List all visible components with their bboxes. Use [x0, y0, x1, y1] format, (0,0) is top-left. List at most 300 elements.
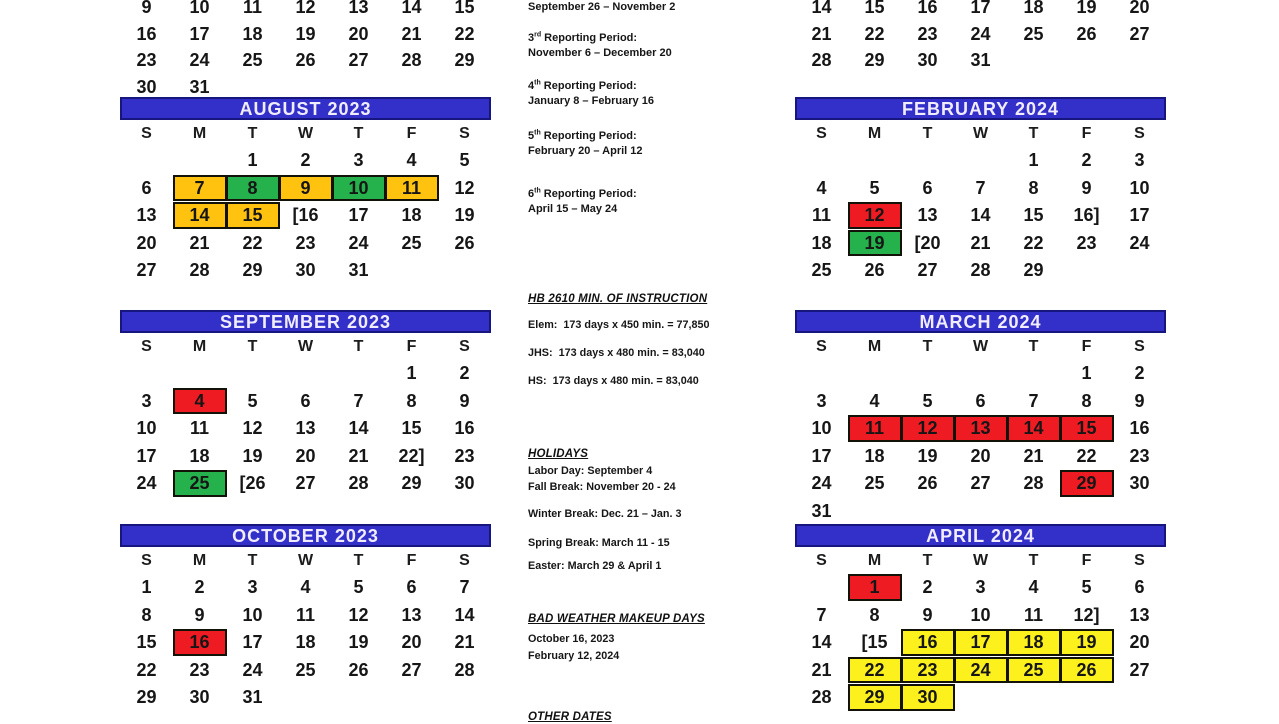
- reporting-period-dates: September 26 – November 2: [528, 1, 676, 13]
- day-number: 23: [454, 445, 475, 466]
- day-number: 16]: [1073, 205, 1100, 226]
- day-number: 16: [189, 632, 210, 653]
- weekday-header: T: [922, 551, 933, 569]
- day-cell: [795, 684, 848, 712]
- day-number: 17: [136, 445, 157, 466]
- day-number: 21: [401, 23, 422, 44]
- day-number: 10: [242, 604, 263, 625]
- week-row: [120, 602, 491, 630]
- day-number: 6: [300, 390, 311, 411]
- day-cell: [279, 147, 332, 175]
- day-number: 20: [401, 632, 422, 653]
- day-cell: [901, 257, 954, 285]
- weekday-header: S: [1134, 124, 1145, 142]
- day-cell: [279, 360, 332, 388]
- day-cell: [173, 415, 226, 443]
- day-cell: [279, 257, 332, 285]
- day-number: 28: [811, 50, 832, 71]
- day-cell: [385, 470, 438, 498]
- day-number: 19: [454, 205, 475, 226]
- day-number: 1: [406, 363, 417, 384]
- reporting-period-dates: November 6 – December 20: [528, 46, 672, 59]
- day-number: 12: [864, 205, 885, 226]
- day-number: 29: [242, 260, 263, 281]
- day-number: 2: [1081, 150, 1092, 171]
- day-cell: [173, 657, 226, 685]
- month-january-2024-partial: [795, 0, 1166, 74]
- reporting-period-dates: April 15 – May 24: [528, 202, 618, 215]
- reporting-period: [528, 129, 780, 158]
- day-cell: [1113, 202, 1166, 230]
- day-number: 3: [1134, 150, 1145, 171]
- day-number: 29: [1076, 473, 1097, 494]
- day-cell: [173, 360, 226, 388]
- day-number: 14: [970, 205, 991, 226]
- week-row: [795, 0, 1166, 21]
- instruction-section: [528, 292, 780, 402]
- day-cell: [279, 443, 332, 471]
- day-cell: [438, 21, 491, 48]
- day-cell: [954, 48, 1007, 75]
- day-number: 16: [454, 418, 475, 439]
- day-cell: [120, 629, 173, 657]
- day-number: 17: [189, 23, 210, 44]
- day-number: 10: [970, 604, 991, 625]
- day-cell: [226, 415, 279, 443]
- day-cell: [1007, 629, 1060, 657]
- day-cell: [848, 602, 901, 630]
- day-number: 31: [242, 687, 263, 708]
- day-number: 10: [348, 177, 369, 198]
- day-number: 5: [869, 177, 880, 198]
- week-row: [120, 202, 491, 230]
- day-cell: [279, 657, 332, 685]
- day-cell: [1060, 443, 1113, 471]
- day-number: 28: [811, 687, 832, 708]
- day-number: 18: [401, 205, 422, 226]
- day-number: 25: [401, 232, 422, 253]
- day-number: [26: [239, 473, 266, 494]
- day-number: 23: [295, 232, 316, 253]
- week-row: [120, 415, 491, 443]
- day-cell: [795, 443, 848, 471]
- instruction-lines: [528, 318, 780, 388]
- day-number: 11: [189, 418, 210, 439]
- day-number: 6: [922, 177, 933, 198]
- month-title: FEBRUARY 2024: [901, 98, 1060, 119]
- day-number: 23: [917, 659, 938, 680]
- day-cell: [226, 388, 279, 416]
- info-line: Elem: 173 days x 450 min. = 77,850: [528, 319, 710, 331]
- week-row: [795, 175, 1166, 203]
- day-number: 26: [295, 50, 316, 71]
- day-cell: [954, 0, 1007, 21]
- day-cell: [795, 498, 848, 526]
- day-number: 25: [811, 260, 832, 281]
- info-line: Fall Break: November 20 - 24: [528, 481, 676, 493]
- day-cell: [795, 574, 848, 602]
- week-row: [120, 175, 491, 203]
- month-april-2024: [795, 524, 1166, 712]
- week-row: [795, 629, 1166, 657]
- day-number: 8: [141, 604, 152, 625]
- day-cell: [1060, 147, 1113, 175]
- day-number: 22]: [398, 445, 425, 466]
- weekday-header: S: [141, 337, 152, 355]
- day-number: 27: [917, 260, 938, 281]
- day-number: 22: [864, 23, 885, 44]
- day-number: 2: [1134, 363, 1145, 384]
- day-cell: [226, 48, 279, 75]
- day-cell: [954, 443, 1007, 471]
- day-cell: [1113, 629, 1166, 657]
- week-row: [795, 415, 1166, 443]
- weekday-header: M: [867, 551, 882, 569]
- week-row: [120, 443, 491, 471]
- day-number: 1: [247, 150, 258, 171]
- day-cell: [385, 360, 438, 388]
- day-cell: [385, 147, 438, 175]
- info-column: [528, 0, 780, 723]
- day-cell: [1113, 230, 1166, 258]
- weekday-header: S: [141, 551, 152, 569]
- day-cell: [1060, 574, 1113, 602]
- weekday-header: S: [1134, 337, 1145, 355]
- day-cell: [848, 629, 901, 657]
- day-number: 19: [295, 23, 316, 44]
- day-number: 4: [300, 577, 311, 598]
- other-dates-section: [528, 710, 780, 724]
- reporting-period-title: 4th Reporting Period:: [528, 79, 637, 92]
- day-number: 9: [1134, 390, 1145, 411]
- day-cell: [385, 415, 438, 443]
- day-number: 6: [975, 390, 986, 411]
- day-cell: [901, 0, 954, 21]
- day-number: 22: [1076, 445, 1097, 466]
- month-title: AUGUST 2023: [239, 98, 372, 119]
- day-number: 14: [811, 0, 832, 17]
- day-number: 19: [864, 232, 885, 253]
- weekday-header: T: [353, 124, 364, 142]
- reporting-period: [528, 0, 780, 15]
- week-row: [120, 48, 491, 75]
- day-cell: [332, 415, 385, 443]
- day-number: 27: [348, 50, 369, 71]
- week-row: [795, 602, 1166, 630]
- day-number: 6: [406, 577, 417, 598]
- day-number: 10: [189, 0, 210, 17]
- day-cell: [1060, 415, 1113, 443]
- day-cell: [848, 147, 901, 175]
- weekday-header: F: [406, 337, 417, 355]
- day-number: 12: [242, 418, 263, 439]
- bad-weather-title: BAD WEATHER MAKEUP DAYS: [528, 613, 705, 625]
- day-number: 15: [136, 632, 157, 653]
- weekday-header: W: [972, 551, 989, 569]
- day-number: 22: [1023, 232, 1044, 253]
- day-number: 9: [300, 177, 311, 198]
- day-cell: [795, 470, 848, 498]
- day-cell: [1060, 629, 1113, 657]
- day-number: 17: [970, 632, 991, 653]
- day-cell: [1007, 147, 1060, 175]
- day-cell: [1060, 48, 1113, 75]
- day-cell: [901, 684, 954, 712]
- day-cell: [438, 175, 491, 203]
- day-cell: [385, 48, 438, 75]
- day-number: 25: [189, 473, 210, 494]
- month-header-bar: [120, 524, 491, 547]
- weekday-header-row: [795, 547, 1166, 574]
- weekday-header: S: [459, 551, 470, 569]
- weekday-header: T: [247, 124, 258, 142]
- day-cell: [1007, 388, 1060, 416]
- day-cell: [1113, 257, 1166, 285]
- day-cell: [173, 684, 226, 712]
- info-line: February 12, 2024: [528, 650, 620, 662]
- day-number: 15: [401, 418, 422, 439]
- day-cell: [385, 257, 438, 285]
- day-number: 24: [189, 50, 210, 71]
- week-row: [120, 21, 491, 48]
- day-number: 24: [1129, 232, 1150, 253]
- day-cell: [279, 202, 332, 230]
- day-number: 17: [970, 0, 991, 17]
- info-line: Easter: March 29 & April 1: [528, 560, 662, 572]
- other-dates-title: OTHER DATES: [528, 711, 612, 723]
- day-number: 22: [454, 23, 475, 44]
- day-cell: [1060, 175, 1113, 203]
- day-number: 14: [1023, 418, 1044, 439]
- month-october-2023: [120, 524, 491, 712]
- week-row: [120, 470, 491, 498]
- month-title: APRIL 2024: [926, 525, 1035, 546]
- weekday-header: S: [459, 337, 470, 355]
- weekday-header-row: [795, 120, 1166, 147]
- week-row: [120, 147, 491, 175]
- weekday-header: S: [816, 551, 827, 569]
- day-cell: [1060, 684, 1113, 712]
- day-number: 16: [136, 23, 157, 44]
- day-cell: [901, 470, 954, 498]
- week-row: [795, 48, 1166, 75]
- day-number: 21: [970, 232, 991, 253]
- day-number: 20: [348, 23, 369, 44]
- weekday-header: T: [353, 551, 364, 569]
- day-number: 26: [917, 473, 938, 494]
- day-number: 29: [1023, 260, 1044, 281]
- day-cell: [120, 443, 173, 471]
- day-cell: [438, 360, 491, 388]
- reporting-period-title: 6th Reporting Period:: [528, 187, 637, 200]
- day-cell: [1113, 175, 1166, 203]
- day-cell: [332, 629, 385, 657]
- day-number: 10: [1129, 177, 1150, 198]
- day-cell: [385, 0, 438, 21]
- day-number: 26: [864, 260, 885, 281]
- day-number: 23: [189, 659, 210, 680]
- day-number: 27: [136, 260, 157, 281]
- day-number: 11: [401, 177, 422, 198]
- day-cell: [226, 684, 279, 712]
- day-cell: [848, 388, 901, 416]
- day-cell: [120, 657, 173, 685]
- month-february-2024: [795, 97, 1166, 285]
- day-number: 3: [247, 577, 258, 598]
- day-number: 23: [1129, 445, 1150, 466]
- day-number: 8: [1081, 390, 1092, 411]
- day-number: 31: [348, 260, 369, 281]
- day-number: 18: [1023, 0, 1044, 17]
- day-cell: [1113, 498, 1166, 526]
- day-cell: [901, 498, 954, 526]
- day-number: 18: [295, 632, 316, 653]
- day-number: 31: [811, 500, 832, 521]
- day-cell: [901, 602, 954, 630]
- day-cell: [1113, 388, 1166, 416]
- week-row: [795, 202, 1166, 230]
- day-number: 2: [194, 577, 205, 598]
- day-cell: [173, 202, 226, 230]
- day-cell: [795, 629, 848, 657]
- month-title: OCTOBER 2023: [232, 525, 379, 546]
- day-cell: [1113, 657, 1166, 685]
- day-number: 30: [1129, 473, 1150, 494]
- week-row: [795, 230, 1166, 258]
- day-number: 5: [247, 390, 258, 411]
- day-number: 4: [869, 390, 880, 411]
- day-number: 7: [459, 577, 470, 598]
- day-number: 11: [811, 205, 832, 226]
- day-number: 14: [811, 632, 832, 653]
- day-number: 12: [348, 604, 369, 625]
- day-cell: [1007, 657, 1060, 685]
- day-number: [15: [861, 632, 888, 653]
- day-number: 8: [247, 177, 258, 198]
- day-cell: [226, 0, 279, 21]
- weekday-header: T: [1028, 551, 1039, 569]
- day-cell: [332, 574, 385, 602]
- weekday-header: S: [1134, 551, 1145, 569]
- day-cell: [901, 48, 954, 75]
- day-cell: [1007, 574, 1060, 602]
- right-calendar-column: [795, 0, 1166, 720]
- day-number: 20: [1129, 632, 1150, 653]
- info-line: HS: 173 days x 480 min. = 83,040: [528, 375, 699, 387]
- weekday-header: F: [406, 124, 417, 142]
- day-number: 24: [242, 659, 263, 680]
- day-number: 6: [1134, 577, 1145, 598]
- weekday-header: M: [867, 124, 882, 142]
- day-cell: [120, 0, 173, 21]
- day-number: 16: [917, 632, 938, 653]
- day-cell: [173, 443, 226, 471]
- week-row: [795, 470, 1166, 498]
- day-cell: [1007, 257, 1060, 285]
- day-cell: [954, 574, 1007, 602]
- weekday-header: S: [459, 124, 470, 142]
- day-cell: [173, 629, 226, 657]
- day-number: 30: [136, 77, 157, 98]
- weekday-header-row: [795, 333, 1166, 360]
- week-row: [795, 657, 1166, 685]
- info-line: Spring Break: March 11 - 15: [528, 537, 670, 549]
- day-number: 4: [1028, 577, 1039, 598]
- day-number: 18: [189, 445, 210, 466]
- day-cell: [173, 602, 226, 630]
- day-cell: [279, 684, 332, 712]
- day-number: 17: [1129, 205, 1150, 226]
- day-number: 7: [1028, 390, 1039, 411]
- day-cell: [438, 602, 491, 630]
- day-number: 30: [454, 473, 475, 494]
- day-number: 20: [970, 445, 991, 466]
- day-cell: [438, 230, 491, 258]
- day-cell: [438, 202, 491, 230]
- day-cell: [954, 21, 1007, 48]
- info-line: JHS: 173 days x 480 min. = 83,040: [528, 347, 705, 359]
- day-number: 1: [1028, 150, 1039, 171]
- day-cell: [848, 415, 901, 443]
- day-cell: [438, 388, 491, 416]
- weekday-header: M: [192, 551, 207, 569]
- day-number: 17: [348, 205, 369, 226]
- day-cell: [901, 21, 954, 48]
- day-number: 29: [136, 687, 157, 708]
- day-number: 15: [1023, 205, 1044, 226]
- day-number: 22: [864, 659, 885, 680]
- day-cell: [226, 257, 279, 285]
- day-number: 28: [189, 260, 210, 281]
- day-number: 28: [401, 50, 422, 71]
- weekday-header: W: [297, 124, 314, 142]
- day-cell: [438, 629, 491, 657]
- day-cell: [1007, 48, 1060, 75]
- day-number: 29: [401, 473, 422, 494]
- day-number: 2: [300, 150, 311, 171]
- weekday-header: F: [1081, 337, 1092, 355]
- day-number: 2: [922, 577, 933, 598]
- info-line: Labor Day: September 4: [528, 465, 653, 477]
- day-cell: [226, 147, 279, 175]
- day-cell: [1060, 657, 1113, 685]
- day-number: 13: [348, 0, 369, 17]
- day-cell: [954, 498, 1007, 526]
- day-number: 27: [295, 473, 316, 494]
- day-cell: [848, 470, 901, 498]
- week-row: [795, 360, 1166, 388]
- day-number: 4: [194, 390, 205, 411]
- week-row: [120, 629, 491, 657]
- day-cell: [226, 470, 279, 498]
- day-number: 18: [242, 23, 263, 44]
- day-cell: [438, 657, 491, 685]
- day-cell: [954, 470, 1007, 498]
- day-number: 16: [1129, 418, 1150, 439]
- day-number: 26: [348, 659, 369, 680]
- day-number: 13: [401, 604, 422, 625]
- weekday-header: T: [1028, 124, 1039, 142]
- day-cell: [795, 21, 848, 48]
- day-cell: [954, 147, 1007, 175]
- day-cell: [1007, 202, 1060, 230]
- day-number: 21: [811, 23, 832, 44]
- day-cell: [1113, 574, 1166, 602]
- weekday-header-row: [120, 547, 491, 574]
- day-cell: [173, 388, 226, 416]
- day-number: 6: [141, 177, 152, 198]
- week-row: [795, 498, 1166, 526]
